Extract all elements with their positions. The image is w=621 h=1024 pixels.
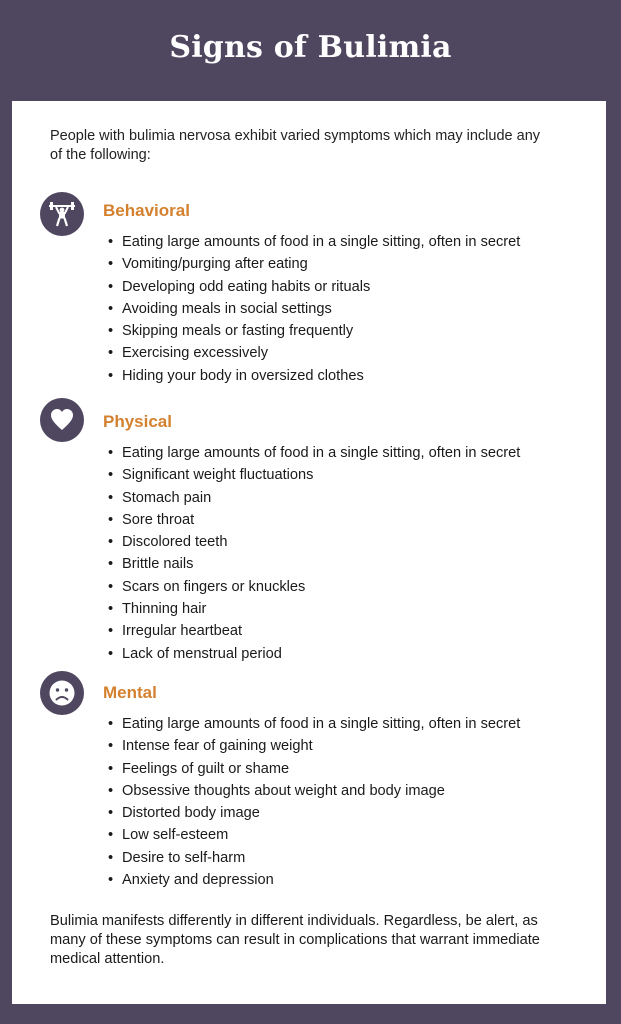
page-title: Signs of Bulimia [169, 30, 452, 65]
list-item: • Distorted body image [108, 805, 260, 822]
list-item: • Irregular heartbeat [108, 623, 243, 640]
list-item: • Exercising excessively [108, 345, 268, 362]
list-item: • Desire to self-harm [108, 849, 246, 866]
list-item: • Sore throat [108, 511, 195, 528]
list-item: • Intense fear of gaining weight [108, 738, 313, 755]
list-item: • Scars on fingers or knuckles [108, 578, 306, 595]
section-title-behavioral: Behavioral [103, 201, 190, 220]
list-item: • Avoiding meals in social settings [108, 300, 332, 317]
content-card [12, 101, 606, 1004]
list-item: • Obsessive thoughts about weight and body image [108, 782, 445, 799]
list-item: • Lack of menstrual period [108, 645, 282, 662]
list-item: • Significant weight fluctuations [108, 467, 314, 484]
physical-list [108, 442, 520, 665]
list-item: • Stomach pain [108, 489, 212, 506]
intro-text: People with bulimia nervosa exhibit varied symptoms which may include any of the following: [50, 128, 541, 163]
weightlifter-icon [40, 192, 84, 236]
list-item: • Discolored teeth [108, 534, 228, 551]
sad-face-icon [40, 671, 84, 715]
mental-list [108, 713, 520, 891]
list-item: • Eating large amounts of food in a single sitting, often in secret [108, 716, 521, 732]
heart-icon [40, 398, 84, 442]
list-item: • Eating large amounts of food in a single sitting, often in secret [108, 234, 521, 250]
section-title-mental: Mental [103, 683, 157, 702]
list-item: • Skipping meals or fasting frequently [108, 323, 354, 340]
list-item: • Brittle nails [108, 556, 194, 573]
list-item: • Anxiety and depression [108, 872, 274, 889]
list-item: • Low self-esteem [108, 827, 229, 844]
list-item: • Thinning hair [108, 601, 207, 618]
list-item: • Hiding your body in oversized clothes [108, 367, 364, 384]
closing-text: Bulimia manifests differently in different individuals. Regardless, be alert, as many of these symptoms can result in complications that warrant immediate medical attention. [50, 913, 540, 967]
list-item: • Vomiting/purging after eating [108, 256, 308, 273]
behavioral-list [108, 231, 520, 387]
list-item: • Eating large amounts of food in a single sitting, often in secret [108, 445, 521, 461]
section-title-physical: Physical [103, 412, 172, 431]
list-item: • Developing odd eating habits or rituals [108, 278, 371, 295]
list-item: • Feelings of guilt or shame [108, 760, 290, 777]
